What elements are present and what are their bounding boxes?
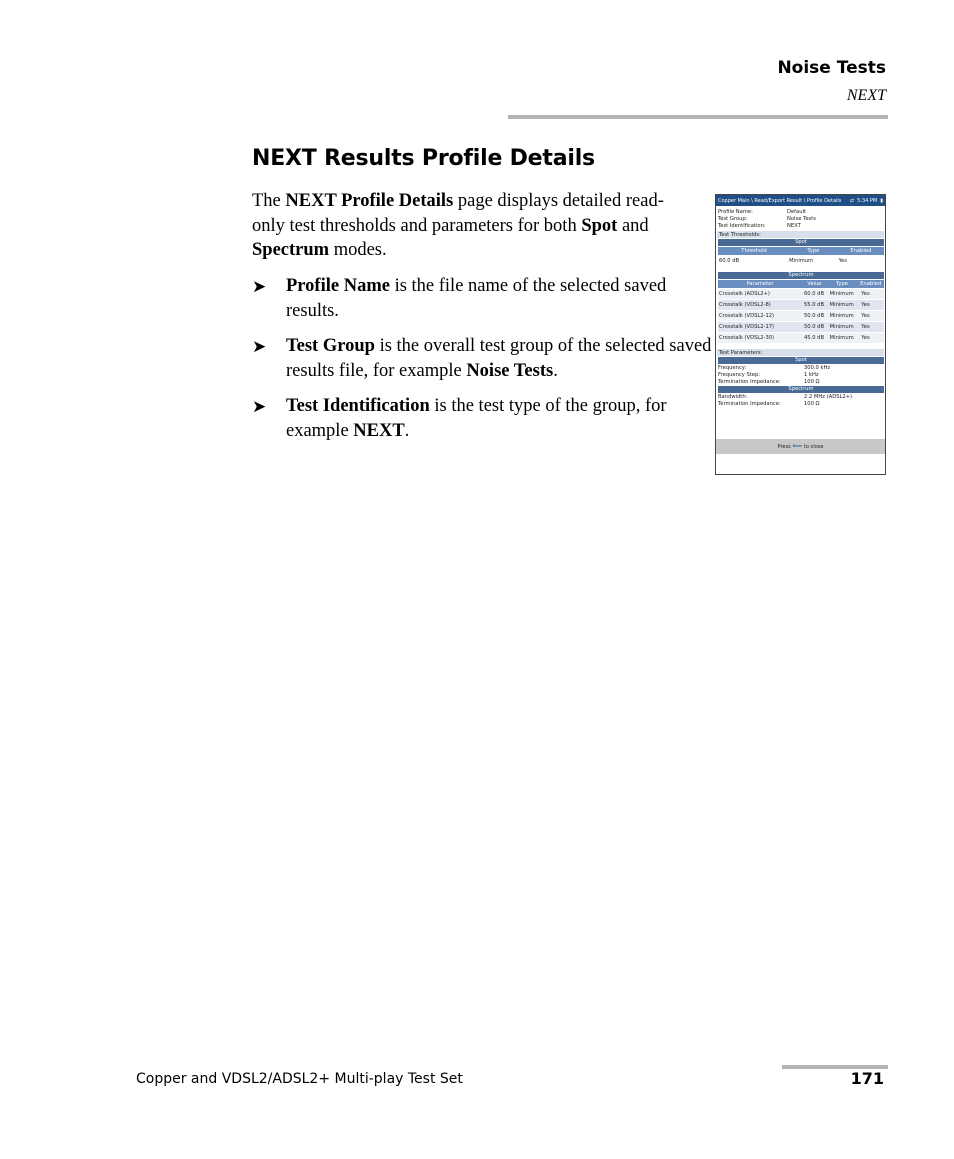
bullet-text: is the test type of the group, for example [286,396,667,441]
bullet-text: is the overall test group of the selected saved results file, for example [286,336,712,381]
intro-text-1: The [252,191,286,211]
param-key: Termination Impedance: [718,378,781,385]
table-cell: Minimum [829,313,854,319]
info-row [718,208,883,215]
column-header: Parameter [746,281,774,287]
table-row [718,300,884,310]
spot-params-band: Spot [718,357,884,364]
bullet-profile-name [252,274,712,323]
table-cell: 45.0 dB [803,335,825,341]
param-row [718,393,883,400]
param-row [718,378,883,385]
table-cell: 60.0 dB [719,258,740,264]
device-screenshot [715,194,886,475]
param-key: Termination Impedance: [718,400,781,407]
spectrum-table-header [718,280,884,288]
intro-bold-1: NEXT Profile Details [285,191,454,211]
header-rule [508,115,888,119]
sync-icon: ⇄ [849,197,855,204]
info-key: Test Identification: [718,222,766,229]
param-value: 1 kHz [804,371,819,378]
param-row [718,364,883,371]
column-header: Value [807,281,822,287]
bullet-example: NEXT [353,420,405,441]
intro-text-4: modes. [329,240,387,260]
table-cell: 55.0 dB [803,302,825,308]
bullet-example: Noise Tests [466,360,554,381]
param-value: 300.0 kHz [804,364,831,371]
table-row [718,311,884,321]
profile-info [716,206,885,229]
table-cell: Crosstalk (VDSL2-17) [719,324,775,330]
table-cell: Yes [861,335,870,341]
table-cell: Minimum [829,291,854,297]
spot-band: Spot [718,239,884,246]
table-cell: 50.0 dB [803,313,825,319]
arrow-bullet-icon: ➤ [252,337,267,356]
table-cell: Yes [838,258,847,264]
info-key: Profile Name: [718,208,753,215]
page-title: NEXT Results Profile Details [252,146,595,171]
param-value: 100 Ω [804,400,820,407]
param-key: Frequency: [718,364,747,371]
info-value: Noise Tests [787,215,816,222]
bullet-test-identification [252,394,712,443]
table-cell: Minimum [829,335,854,341]
footer-doc-title: Copper and VDSL2/ADSL2+ Multi-play Test Set [136,1071,463,1087]
table-cell: Minimum [789,258,814,264]
spot-table-header [718,247,884,255]
info-value: Default [787,208,806,215]
intro-bold-2: Spot [581,215,618,236]
close-hint-post: to close [803,444,824,450]
table-cell: Yes [861,324,870,330]
column-header: Type [836,281,848,287]
bullet-term: Profile Name [286,276,390,296]
battery-icon: ▮ [880,197,883,204]
device-breadcrumb: Copper Main \ Read/Export Result \ Profile Details [718,197,842,204]
bullet-text-end: . [404,420,410,441]
column-header: Threshold [741,248,767,254]
back-arrow-icon: ⟸ [792,442,803,450]
bullet-text: is the file name of the selected saved results. [286,276,667,321]
intro-text-3: and [617,215,649,236]
intro-text-2: page displays detailed read-only test thresholds and parameters for both [252,191,664,236]
bullet-term: Test Identification [286,396,430,416]
device-time: 5:34 PM [857,197,878,204]
bullet-test-group [252,334,712,383]
column-header: Type [807,248,820,254]
table-cell: Yes [861,302,870,308]
info-key: Test Group: [718,215,748,222]
close-hint-pre: Press [777,444,791,450]
intro-paragraph [252,189,692,263]
param-value: 100 Ω [804,378,820,385]
info-value: NEXT [787,222,801,229]
parameters-section-label: Test Parameters: [717,349,884,356]
spectrum-params-band: Spectrum [718,386,884,393]
column-header: Enabled [850,248,872,254]
device-titlebar [716,195,885,206]
spectrum-params [716,393,885,407]
table-row [718,289,884,299]
table-cell: Yes [861,313,870,319]
table-row [718,322,884,332]
bullet-text-end: . [553,360,558,381]
spot-params [716,364,885,385]
table-cell: 50.0 dB [803,324,825,330]
table-row [718,333,884,343]
param-key: Bandwidth: [718,393,748,400]
arrow-bullet-icon: ➤ [252,277,267,296]
bullet-term: Test Group [286,336,375,356]
param-row [718,371,883,378]
info-row [718,215,883,222]
page-number: 171 [850,1069,884,1088]
running-header-chapter: Noise Tests [777,58,886,78]
running-header-section: NEXT [846,87,886,104]
thresholds-section-label: Test Thresholds: [717,231,884,238]
table-cell: Crosstalk (VDSL2-30) [719,335,775,341]
bullet-list [252,274,712,454]
table-cell: 60.0 dB [803,291,825,297]
intro-bold-3: Spectrum [252,240,330,260]
arrow-bullet-icon: ➤ [252,397,267,416]
table-cell: Minimum [829,302,854,308]
table-cell: Crosstalk (VDSL2-8) [719,302,771,308]
table-cell: Crosstalk (VDSL2-12) [719,313,775,319]
param-key: Frequency Step: [718,371,761,378]
table-cell: Crosstalk (ADSL2+) [719,291,770,297]
table-cell: Minimum [829,324,854,330]
spectrum-band: Spectrum [718,272,884,279]
column-header: Enabled [860,281,882,287]
param-value: 2.2 MHz (ADSL2+) [804,393,853,400]
table-cell: Yes [861,291,870,297]
close-bar[interactable] [716,439,885,454]
param-row [718,400,883,407]
info-row [718,222,883,229]
table-row [718,256,884,266]
